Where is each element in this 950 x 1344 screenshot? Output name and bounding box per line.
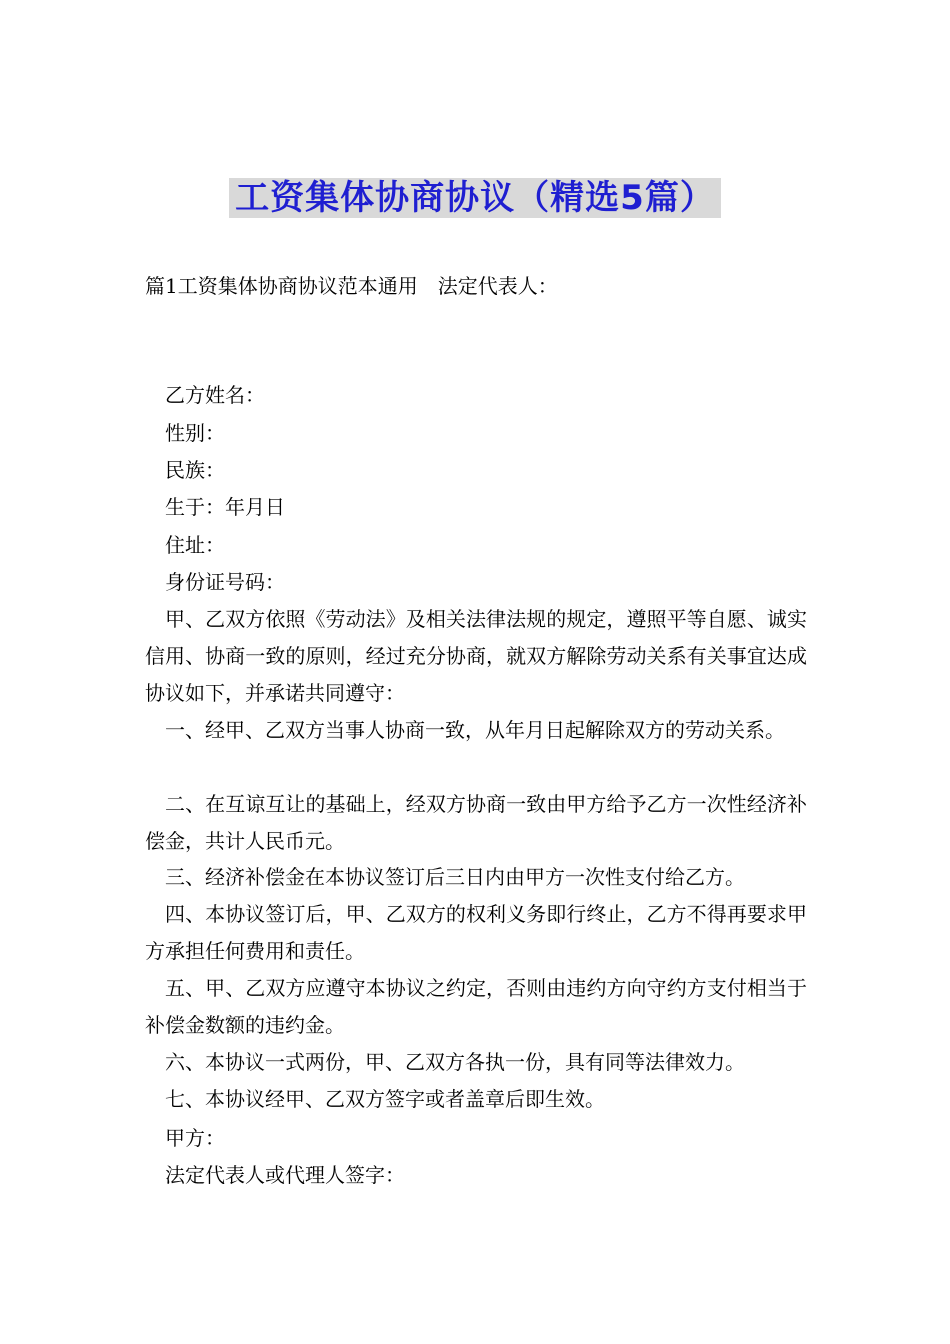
field-ethnicity: 民族： — [165, 458, 225, 482]
document-title: 工资集体协商协议（精选5篇） — [229, 178, 721, 218]
intro-paragraph: 甲、乙双方依照《劳动法》及相关法律法规的规定，遵照平等自愿、诚实信用、协商一致的原则，经过充分协商，就双方解除劳动关系有关事宜达成协议如下，并承诺共同遵守： — [145, 607, 807, 705]
clause-7: 七、本协议经甲、乙双方签字或者盖章后即生效。 — [165, 1087, 605, 1111]
clause-6: 六、本协议一式两份，甲、乙双方各执一份，具有同等法律效力。 — [165, 1050, 745, 1074]
title-container — [0, 178, 950, 218]
clause-2: 二、在互谅互让的基础上，经双方协商一致由甲方给予乙方一次性经济补偿金，共计人民币元。 — [145, 792, 807, 853]
clause-3: 三、经济补偿金在本协议签订后三日内由甲方一次性支付给乙方。 — [165, 865, 745, 889]
clause-1: 一、经甲、乙双方当事人协商一致，从年月日起解除双方的劳动关系。 — [165, 718, 785, 742]
clause-4: 四、本协议签订后，甲、乙双方的权利义务即行终止，乙方不得再要求甲方承担任何费用和责任。 — [145, 902, 807, 963]
section-heading: 篇1工资集体协商协议范本通用 法定代表人： — [145, 274, 558, 298]
field-party-b-name: 乙方姓名： — [165, 383, 265, 407]
signature-party-a: 甲方： — [165, 1126, 225, 1150]
signature-representative: 法定代表人或代理人签字： — [165, 1163, 405, 1187]
field-id-number: 身份证号码： — [165, 570, 285, 594]
field-address: 住址： — [165, 533, 225, 557]
clause-5: 五、甲、乙双方应遵守本协议之约定，否则由违约方向守约方支付相当于补偿金数额的违约金。 — [145, 976, 807, 1037]
field-birth-date: 生于：年月日 — [165, 495, 285, 519]
field-gender: 性别： — [165, 421, 225, 445]
